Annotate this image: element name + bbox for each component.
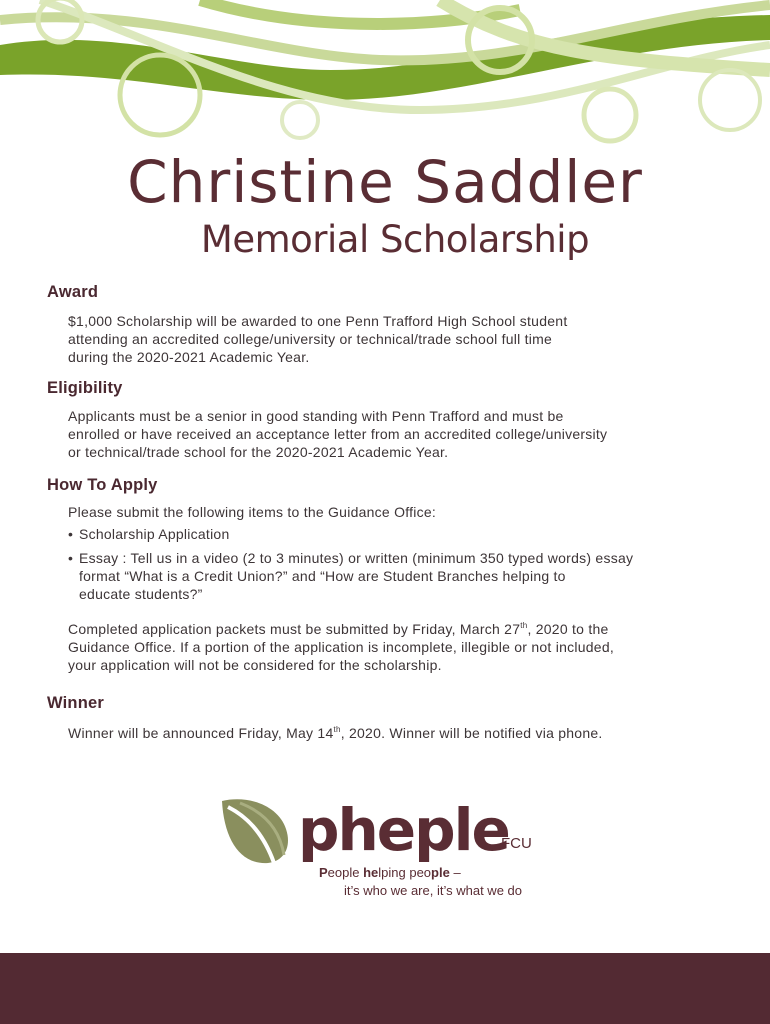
list-item	[68, 525, 633, 543]
deadline-text	[68, 617, 633, 674]
tagline-part: lping peo	[378, 865, 432, 880]
list-item	[68, 549, 633, 603]
ordinal-suffix: th	[520, 621, 528, 630]
eligibility-line: enrolled or have received an acceptance letter from an accredited college/university	[68, 426, 608, 442]
how-to-apply-heading: How To Apply	[47, 476, 158, 494]
eligibility-line: or technical/trade school for the 2020-2021 Academic Year.	[68, 444, 449, 460]
logo-tagline-2: it’s who we are, it’s what we do	[344, 883, 522, 898]
tagline-part: ple	[431, 865, 450, 880]
page-subtitle: Memorial Scholarship	[200, 218, 590, 261]
winner-heading: Winner	[47, 694, 104, 712]
logo-wordmark: pheple	[298, 796, 509, 864]
award-section	[47, 283, 567, 366]
logo-tagline	[319, 865, 461, 880]
how-to-apply-intro: Please submit the following items to the Guidance Office:	[68, 504, 437, 520]
decorative-swirls-header	[0, 0, 770, 150]
how-to-apply-section	[47, 476, 633, 674]
tagline-part: he	[363, 865, 379, 880]
tagline-part: eople	[327, 865, 364, 880]
eligibility-text	[68, 407, 607, 461]
item-line: format “What is a Credit Union?” and “How are Student Branches helping to	[79, 568, 566, 584]
award-line: $1,000 Scholarship will be awarded to one Penn Trafford High School student	[68, 313, 568, 329]
eligibility-heading: Eligibility	[47, 379, 123, 397]
award-line: attending an accredited college/university or technical/trade school full time	[68, 331, 553, 347]
deadline-line: Completed application packets must be submitted by Friday, March 27	[68, 621, 521, 637]
item-line: educate students?”	[79, 586, 203, 602]
eligibility-section	[47, 379, 607, 461]
deadline-line-end: , 2020 to the	[527, 621, 609, 637]
eligibility-line: Applicants must be a senior in good standing with Penn Trafford and must be	[68, 408, 564, 424]
footer-bar	[0, 953, 770, 1024]
item-line: Scholarship Application	[79, 526, 230, 542]
deadline-line: Guidance Office. If a portion of the application is incomplete, illegible or not included,	[68, 639, 614, 655]
bullet-icon: •	[68, 526, 74, 542]
winner-line-end: , 2020. Winner will be notified via phone.	[340, 725, 603, 741]
award-heading: Award	[47, 283, 99, 301]
item-line: Essay : Tell us in a video (2 to 3 minutes) or written (minimum 350 typed words) essay	[79, 550, 634, 566]
page-title: Christine Saddler	[127, 148, 643, 216]
pheple-fcu-logo	[218, 795, 548, 905]
tagline-part: –	[449, 865, 461, 880]
leaf-icon	[218, 795, 298, 865]
bullet-icon: •	[68, 550, 74, 566]
deadline-line: your application will not be considered for the scholarship.	[68, 657, 442, 673]
winner-line: Winner will be announced Friday, May 14	[68, 725, 334, 741]
tagline-part: P	[319, 865, 328, 880]
winner-section	[47, 694, 603, 742]
ordinal-suffix: th	[333, 725, 341, 734]
required-items-list	[68, 525, 633, 603]
award-text	[68, 312, 567, 366]
award-line: during the 2020-2021 Academic Year.	[68, 349, 310, 365]
logo-fcu: FCU	[501, 835, 532, 852]
winner-text	[68, 721, 603, 742]
